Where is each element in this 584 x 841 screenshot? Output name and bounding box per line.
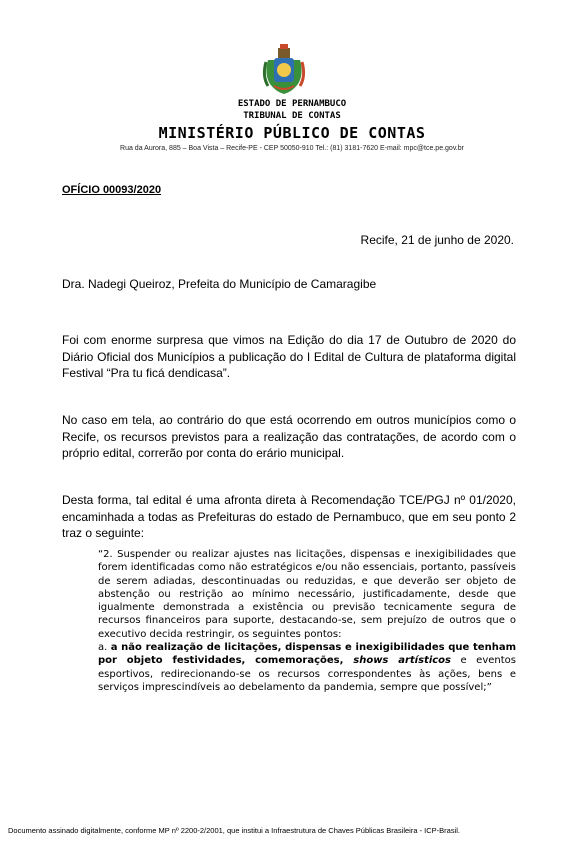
document-date: Recife, 21 de junho de 2020. [360, 233, 514, 247]
court-name: TRIBUNAL DE CONTAS [243, 111, 341, 121]
quote-item-2: “2. Suspender ou realizar ajustes nas licitações, dispensas e inexigibilidades que forem identificadas como não estratégicos e/ou não essenciais, portanto, passíveis de serem adiadas, descontinuadas ou reduzidas, e que deverão ser objeto de abstenção ou restrição ao mínimo necessário, justificadamente, desde que igualmente demonstrada a existência ou previsão tecnicamente segura de recursos financeiros para suporte, destacando-se, sem prejuízo de outros que o executivo decida restringir, os seguintes pontos: [98, 549, 516, 640]
contact-address: Rua da Aurora, 885 – Boa Vista – Recife-PE - CEP 50050-910 Tel.: (81) 3181-7620 E-mail: mpc@tce.pe.gov.br [120, 145, 464, 152]
ministry-title: MINISTÉRIO PÚBLICO DE CONTAS [158, 124, 426, 142]
coat-of-arms-icon [260, 40, 308, 96]
quote-item-a-bold-italic: shows artísticos [353, 655, 451, 667]
quote-item-a-bold: a não realização de licitações, dispensas e inexigibilidades que tenham por objeto festividades, comemorações, [98, 642, 516, 667]
state-name: ESTADO DE PERNAMBUCO [237, 99, 347, 109]
recipient: Dra. Nadegi Queiroz, Prefeita do Município de Camaragibe [62, 277, 377, 291]
digital-signature-footer: Documento assinado digitalmente, conforme MP nº 2200-2/2001, que institui a Infraestrutura de Chaves Públicas Brasileira - ICP-Brasil. [8, 826, 460, 835]
paragraph-3: Desta forma, tal edital é uma afronta direta à Recomendação TCE/PGJ nº 01/2020, encaminhada a todas as Prefeituras do estado de Pernambuco, que em seu ponto 2 traz o seguinte: [62, 493, 516, 540]
quote-item-a-rest: e eventos esportivos, redirecionando-se os recursos correspondentes às ações, bens e serviços imprescindíveis ao debelamento da pandemia, sempre que possível;” [98, 655, 516, 693]
paragraph-2: No caso em tela, ao contrário do que está ocorrendo em outros municípios como o Recife, os recursos previstos para a realização das contratações, de acordo com o próprio edital, correrão por conta do erário municipal. [62, 413, 516, 460]
quote-item-a [98, 641, 516, 694]
paragraph-1: Foi com enorme surpresa que vimos na Edição do dia 17 de Outubro de 2020 do Diário Oficial dos Municípios a publicação do I Edital de Cultura de plataforma digital Festival “Pra tu ficá dendicasa”. [62, 333, 516, 380]
quote-item-a-prefix: a. [98, 642, 111, 653]
document-number: OFÍCIO 00093/2020 [62, 184, 162, 196]
